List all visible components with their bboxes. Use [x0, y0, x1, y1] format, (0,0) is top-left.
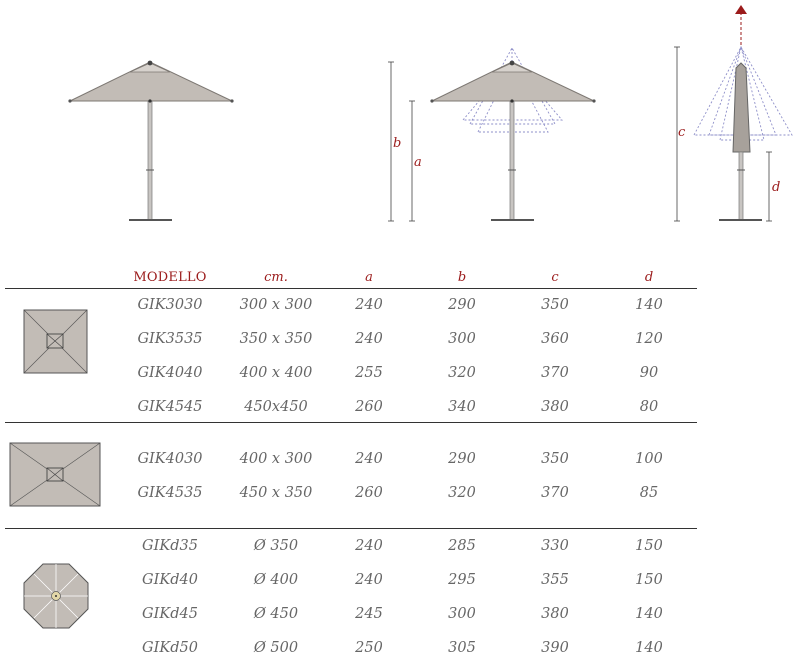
model-cell: GIK4030 [137, 451, 203, 467]
size-cell: 350 x 350 [239, 331, 313, 347]
d-cell: 150 [635, 538, 663, 554]
model-cell: GIKd45 [142, 606, 198, 622]
b-cell: 320 [448, 485, 476, 501]
d-cell: 140 [635, 640, 663, 656]
d-cell: 100 [635, 451, 663, 467]
size-cell: 450 x 350 [239, 485, 313, 501]
c-cell: 370 [541, 485, 569, 501]
model-cell: GIKd35 [142, 538, 198, 554]
umbrella-diagrams [0, 0, 802, 240]
dimension-c-label: c [678, 125, 686, 140]
model-cell: GIKd50 [142, 640, 198, 656]
size-cell: 400 x 300 [239, 451, 313, 467]
size-cell: 400 x 400 [239, 365, 313, 381]
rectangle-canopy-icon [10, 443, 100, 506]
d-cell: 140 [635, 606, 663, 622]
header-b: b [457, 270, 467, 285]
size-cell: 450x450 [244, 399, 308, 415]
c-cell: 350 [541, 451, 569, 467]
dimension-a-label: a [414, 155, 422, 170]
tilting-umbrella-drawing [430, 48, 595, 221]
c-cell: 350 [541, 297, 569, 313]
d-cell: 140 [635, 297, 663, 313]
model-cell: GIK3030 [137, 297, 203, 313]
model-cell: GIK3535 [137, 331, 203, 347]
square-canopy-icon [24, 310, 87, 373]
a-cell: 240 [355, 297, 383, 313]
a-cell: 240 [355, 572, 383, 588]
c-cell: 360 [541, 331, 569, 347]
d-cell: 80 [639, 399, 659, 415]
a-cell: 255 [355, 365, 383, 381]
c-cell: 370 [541, 365, 569, 381]
b-cell: 285 [448, 538, 476, 554]
a-cell: 250 [355, 640, 383, 656]
a-cell: 240 [355, 451, 383, 467]
a-cell: 240 [355, 538, 383, 554]
b-cell: 305 [448, 640, 476, 656]
c-cell: 330 [541, 538, 569, 554]
octagon-canopy-icon [24, 564, 88, 628]
a-cell: 260 [355, 485, 383, 501]
divider [5, 528, 697, 529]
size-cell: Ø 350 [253, 538, 299, 554]
header-d: d [644, 270, 654, 285]
c-cell: 380 [541, 606, 569, 622]
b-cell: 320 [448, 365, 476, 381]
model-cell: GIK4535 [137, 485, 203, 501]
dimension-b-label: b [393, 136, 402, 151]
header-cm: cm. [264, 270, 288, 285]
c-cell: 355 [541, 572, 569, 588]
b-cell: 290 [448, 297, 476, 313]
divider [5, 288, 697, 289]
a-cell: 260 [355, 399, 383, 415]
model-cell: GIK4040 [137, 365, 203, 381]
b-cell: 290 [448, 451, 476, 467]
size-cell: 300 x 300 [239, 297, 313, 313]
c-cell: 390 [541, 640, 569, 656]
c-cell: 380 [541, 399, 569, 415]
d-cell: 150 [635, 572, 663, 588]
d-cell: 120 [635, 331, 663, 347]
b-cell: 340 [448, 399, 476, 415]
model-cell: GIK4545 [137, 399, 203, 415]
a-cell: 240 [355, 331, 383, 347]
header-c: c [551, 270, 559, 285]
b-cell: 300 [448, 606, 476, 622]
d-cell: 90 [639, 365, 659, 381]
open-umbrella-drawing [68, 61, 233, 221]
divider [5, 422, 697, 423]
model-cell: GIKd40 [142, 572, 198, 588]
b-cell: 300 [448, 331, 476, 347]
size-cell: Ø 500 [253, 640, 299, 656]
dimension-d-label: d [772, 180, 781, 195]
b-cell: 295 [448, 572, 476, 588]
a-cell: 245 [355, 606, 383, 622]
header-modello: MODELLO [133, 270, 207, 285]
size-cell: Ø 450 [253, 606, 299, 622]
arrow-up-icon [735, 5, 747, 14]
size-cell: Ø 400 [253, 572, 299, 588]
header-a: a [365, 270, 373, 285]
d-cell: 85 [639, 485, 659, 501]
